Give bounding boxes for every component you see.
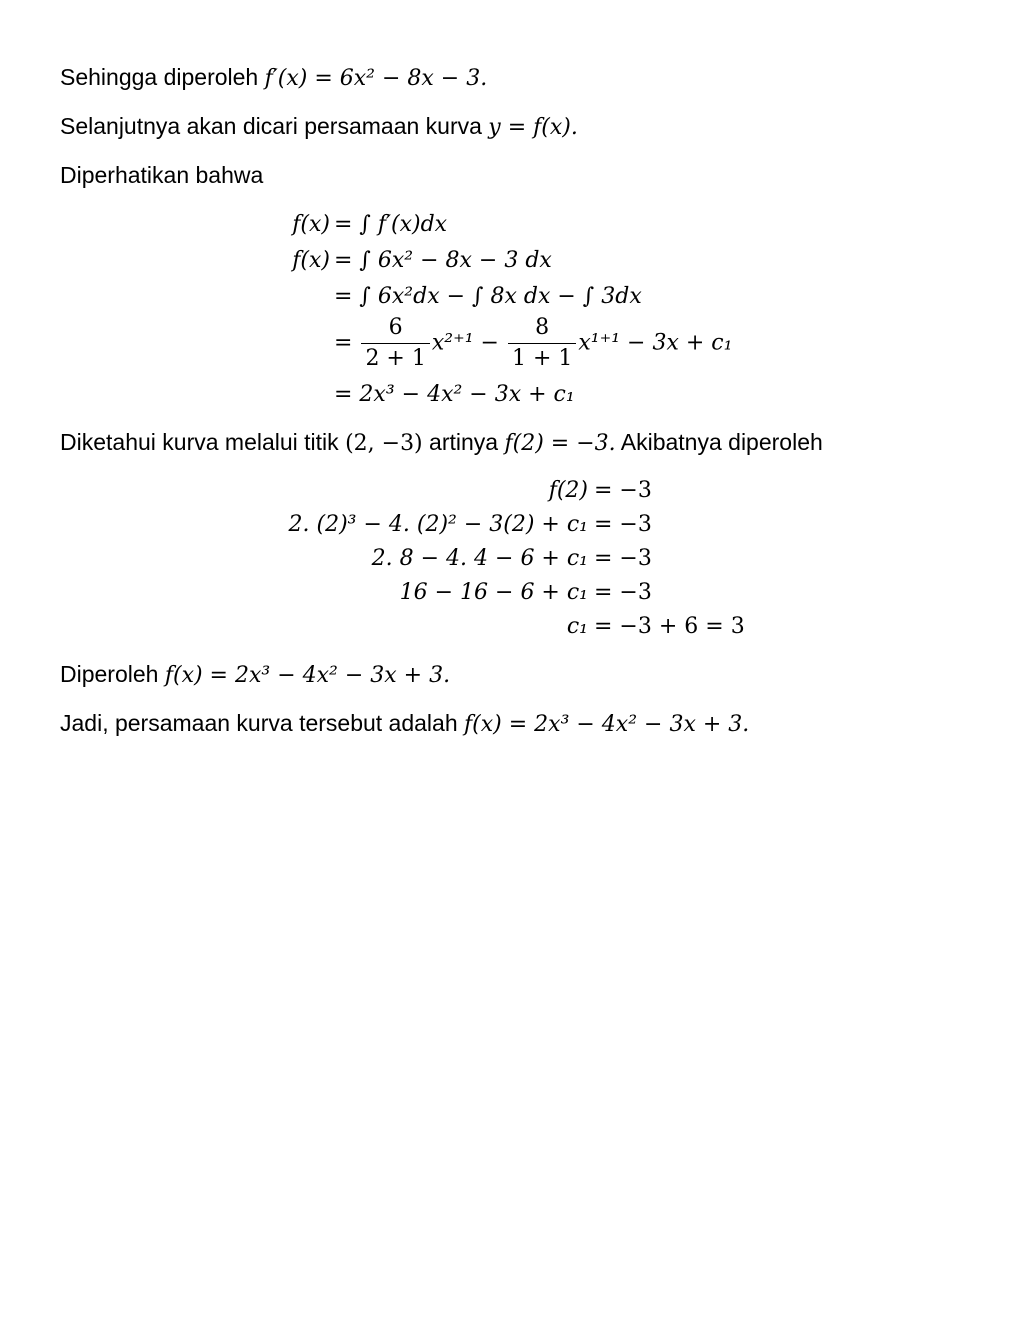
observe-text: Diperhatikan bahwa xyxy=(60,162,264,188)
result-formula: f(x) = 2x³ − 4x² − 3x + 3. xyxy=(164,663,451,688)
integral-line1-rhs: = ∫ f′(x)dx xyxy=(334,212,448,237)
integral-line4 xyxy=(334,313,732,374)
substitution-line3-rhs: = −3 xyxy=(594,546,652,571)
fraction-six-over xyxy=(361,313,429,374)
integral-line3-rhs: = ∫ 6x²dx − ∫ 8x dx − ∫ 3dx xyxy=(334,284,642,309)
integral-line4-term2: x¹⁺¹ − 3x + c₁ xyxy=(578,330,733,356)
integral-line5-rhs: = 2x³ − 4x² − 3x + c₁ xyxy=(334,382,575,407)
paragraph-conclusion xyxy=(60,708,749,740)
substitution-line1-rhs: = −3 xyxy=(594,478,652,503)
fraction-eight-over xyxy=(508,313,576,374)
derivative-text: Sehingga diperoleh xyxy=(60,64,265,90)
conclusion-formula: f(x) = 2x³ − 4x² − 3x + 3. xyxy=(464,712,750,737)
curve-goal-text: Selanjutnya akan dicari persamaan kurva xyxy=(60,113,489,139)
paragraph-known-point xyxy=(60,427,823,459)
integral-line1-lhs: f(x) xyxy=(292,212,330,237)
known-point-text-a: Diketahui kurva melalui titik xyxy=(60,429,346,455)
integral-line4-term1: x²⁺¹ − xyxy=(431,330,499,356)
known-point-coordinate: (2, −3) xyxy=(345,431,423,456)
known-point-text-b: artinya xyxy=(422,429,505,455)
derivative-formula: f′(x) = 6x² − 8x − 3. xyxy=(264,66,488,91)
substitution-line1-lhs: f(2) xyxy=(548,478,588,503)
fraction-eight-numerator: 8 xyxy=(535,315,550,340)
paragraph-result xyxy=(60,659,450,691)
paragraph-observe xyxy=(60,160,263,190)
substitution-line2-lhs: 2. (2)³ − 4. (2)² − 3(2) + c₁ xyxy=(288,512,588,537)
substitution-line3-lhs: 2. 8 − 4. 4 − 6 + c₁ xyxy=(371,546,588,571)
fraction-eight-denominator: 1 + 1 xyxy=(508,343,576,374)
conclusion-text: Jadi, persamaan kurva tersebut adalah xyxy=(60,710,465,736)
fraction-six-numerator: 6 xyxy=(388,315,403,340)
substitution-line4-rhs: = −3 xyxy=(594,580,652,605)
fraction-six-denominator: 2 + 1 xyxy=(361,343,429,374)
substitution-line5-rhs: = −3 + 6 = 3 xyxy=(594,614,745,639)
result-text: Diperoleh xyxy=(60,661,165,687)
integral-line2-lhs: f(x) xyxy=(292,248,330,273)
paragraph-curve-goal xyxy=(60,111,578,143)
integral-line4-equals: = xyxy=(334,330,353,356)
substitution-line2-rhs: = −3 xyxy=(594,512,652,537)
substitution-line4-lhs: 16 − 16 − 6 + c₁ xyxy=(399,580,588,605)
curve-goal-formula: y = f(x). xyxy=(488,115,578,140)
known-point-equation: f(2) = −3. xyxy=(504,431,616,456)
paragraph-derivative xyxy=(60,62,487,94)
integral-line2-rhs: = ∫ 6x² − 8x − 3 dx xyxy=(334,248,552,273)
known-point-text-c: Akibatnya diperoleh xyxy=(615,429,823,455)
substitution-line5-lhs: c₁ xyxy=(566,614,588,639)
